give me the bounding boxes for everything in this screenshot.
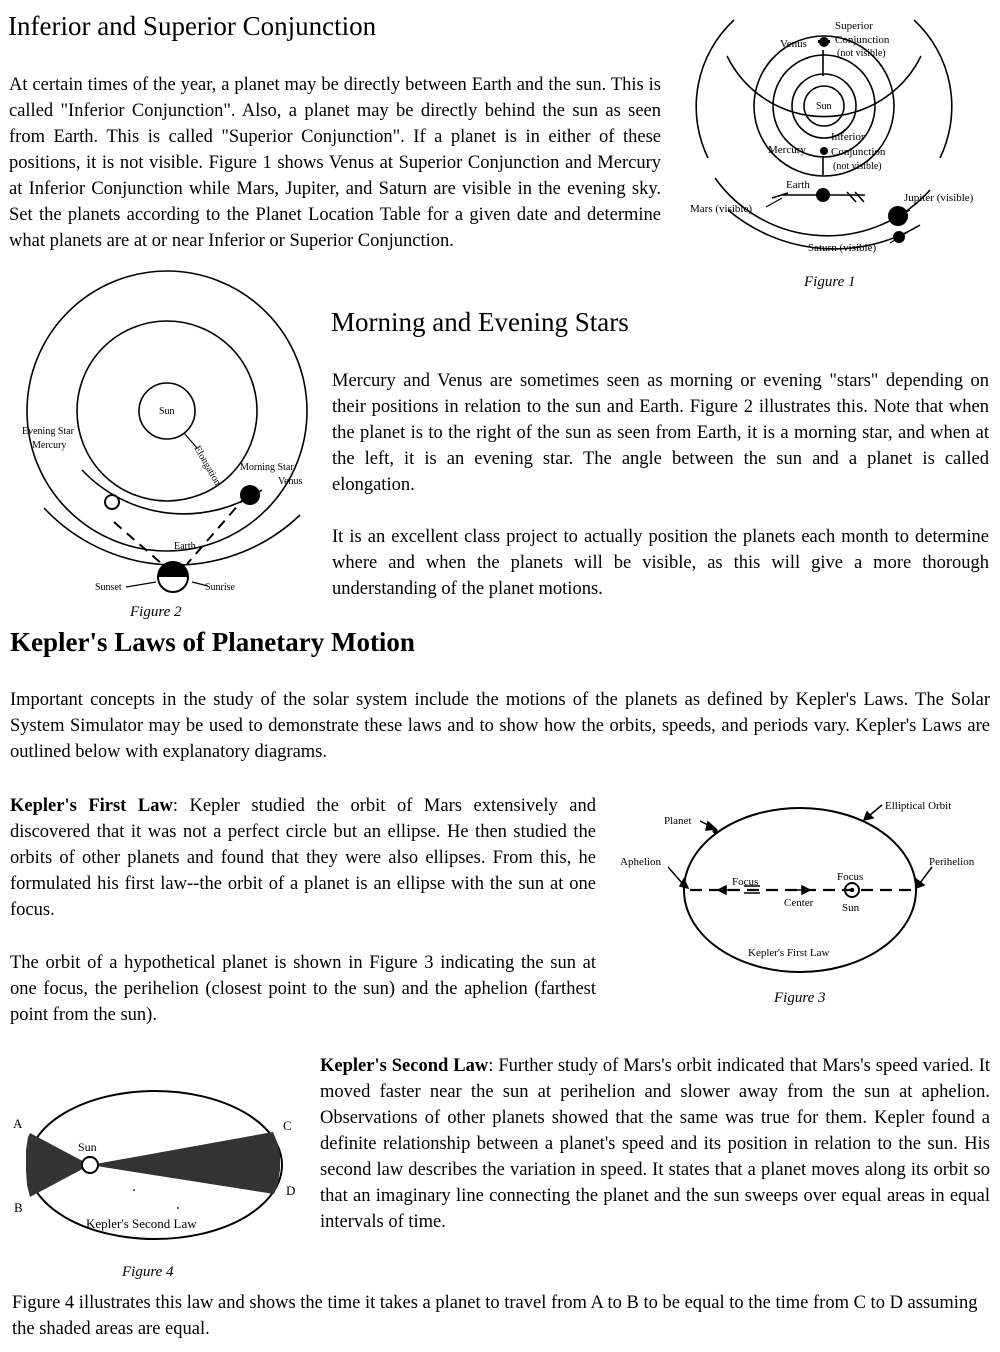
fig1-label-inferior-3: (not visible) [833,161,882,172]
fig2-label-elongation: Elongation [191,444,223,488]
conjunction-paragraph: At certain times of the year, a planet may be directly between Earth and the sun. This is called "Inferior Conjunction". Also, a planet may be directly behind the sun as seen from Earth. This is called "Superior Conjunction". If a planet is in either of these positions, it is not visible. Figure 1 shows Venus at Superior Conjunction and Mercury at Inferior Conjunction while Mars, Jupiter, and Saturn are visible in the evening sky. Set the planets according to the Planet Location Table for a given date and determine what planets are at or near Inferior or Superior Conjunction. [9,75,661,251]
fig1-label-mars: Mars (visible) [690,203,753,215]
fig1-label-saturn: Saturn (visible) [808,242,877,254]
fig1-label-superior-1: Superior [835,20,873,32]
morning-evening-paragraph-2: It is an excellent class project to actually position the planets each month to determine where and when the planets will be visible, as this will give a more thorough understanding of the planet motions. [332,527,989,599]
figure-2-caption: Figure 2 [130,604,182,620]
figure-4-diagram [8,1050,308,1270]
fig1-label-venus: Venus [780,38,807,50]
fig1-label-jupiter: Jupiter (visible) [904,192,974,204]
fig4-label-a: A [13,1116,23,1131]
fig2-label-earth: Earth [174,541,196,552]
fig2-label-sunset: Sunset [95,582,122,593]
fig2-label-morning-1: Morning Star [240,462,294,473]
section-title-conjunction: Inferior and Superior Conjunction [8,11,377,41]
section-title-morning-evening: Morning and Evening Stars [331,307,629,337]
first-law-paragraph [10,793,596,923]
fig4-label-law: Kepler's Second Law [86,1216,197,1231]
fig3-label-perihelion: Perihelion [929,856,975,868]
fig1-label-sun: Sun [816,101,832,112]
fig1-label-mercury: Mercury [768,144,806,156]
fig2-label-evening-1: Evening Star [22,426,74,437]
closing-paragraph: Figure 4 illustrates this law and shows the time it takes a planet to travel from A to B to be equal to the time from C to D assuming the shaded areas are equal. [12,1293,978,1339]
section-title-kepler: Kepler's Laws of Planetary Motion [10,627,415,657]
fig3-label-planet: Planet [664,815,692,827]
fig1-label-inferior-2: Conjunction [831,146,886,158]
figure-1-diagram [690,10,1000,290]
fig2-label-sunrise: Sunrise [205,582,235,593]
fig3-label-elliptical-orbit: Elliptical Orbit [885,800,952,812]
fig3-label-focus-left: Focus [732,876,759,888]
first-law-paragraph-2: The orbit of a hypothetical planet is shown in Figure 3 indicating the sun at one focus, the perihelion (closest point to the sun) and the aphelion (farthest point from the sun). [10,953,596,1025]
fig4-label-c: C [283,1118,292,1133]
fig1-label-earth: Earth [786,179,810,191]
fig3-label-aphelion: Aphelion [620,856,661,868]
figure-1-caption: Figure 1 [804,274,856,290]
figure-3-diagram [620,795,1000,995]
fig1-label-superior-2: Conjunction [835,34,890,46]
kepler-intro-paragraph: Important concepts in the study of the solar system include the motions of the planets as defined by Kepler's Laws. The Solar System Simulator may be used to demonstrate these laws and to show how the orbits, speeds, and periods vary. Kepler's Laws are outlined below with explanatory diagrams. [10,690,990,762]
first-law-name: Kepler's First Law [10,796,173,816]
figure-3-caption: Figure 3 [774,990,826,1006]
fig3-label-law: Kepler's First Law [748,947,830,959]
fig3-label-sun: Sun [842,902,860,914]
fig3-label-center: Center [784,897,814,909]
fig4-label-b: B [14,1200,23,1215]
fig1-label-inferior-1: Inferior [831,131,865,143]
fig1-label-superior-3: (not visible) [837,48,886,59]
second-law-body: : Further study of Mars's orbit indicated that Mars's speed varied. It moved faster near the sun at perihelion and slower away from the sun at aphelion. Observations of other planets showed that the same was true for them. Kepler found a definite relationship between a planet's speed and its position in relation to the sun. His second law describes the variation in speed. It states that a planet moves along its orbit so that an imaginary line connecting the planet and the sun sweeps over equal areas in equal intervals of time. [320,1056,991,1232]
figure-4-caption: Figure 4 [122,1264,174,1280]
first-law-body: : Kepler studied the orbit of Mars extensively and discovered that it was not a perfect circle but an ellipse. He then studied the orbits of other planets and found that they were also ellipses. From this, he formulated his first law--the orbit of a planet is an ellipse with the sun at one focus. [10,796,596,920]
fig2-label-evening-2: Mercury [32,440,67,451]
second-law-paragraph [320,1053,990,1235]
fig3-label-focus-right: Focus [837,871,864,883]
fig4-label-sun: Sun [78,1140,97,1154]
second-law-name: Kepler's Second Law [320,1056,489,1076]
fig4-label-d: D [286,1183,296,1198]
figure-2-diagram [22,350,322,610]
fig2-label-morning-2: Venus [278,476,303,487]
morning-evening-paragraph-1: Mercury and Venus are sometimes seen as morning or evening "stars" depending on their positions in relation to the sun and Earth. Figure 2 illustrates this. Note that when the planet is to the right of the sun as seen from Earth, it is a morning star, and when at the left, it is an evening star. The angle between the sun and a planet is called elongation. [332,371,989,495]
fig2-label-sun: Sun [159,406,175,417]
